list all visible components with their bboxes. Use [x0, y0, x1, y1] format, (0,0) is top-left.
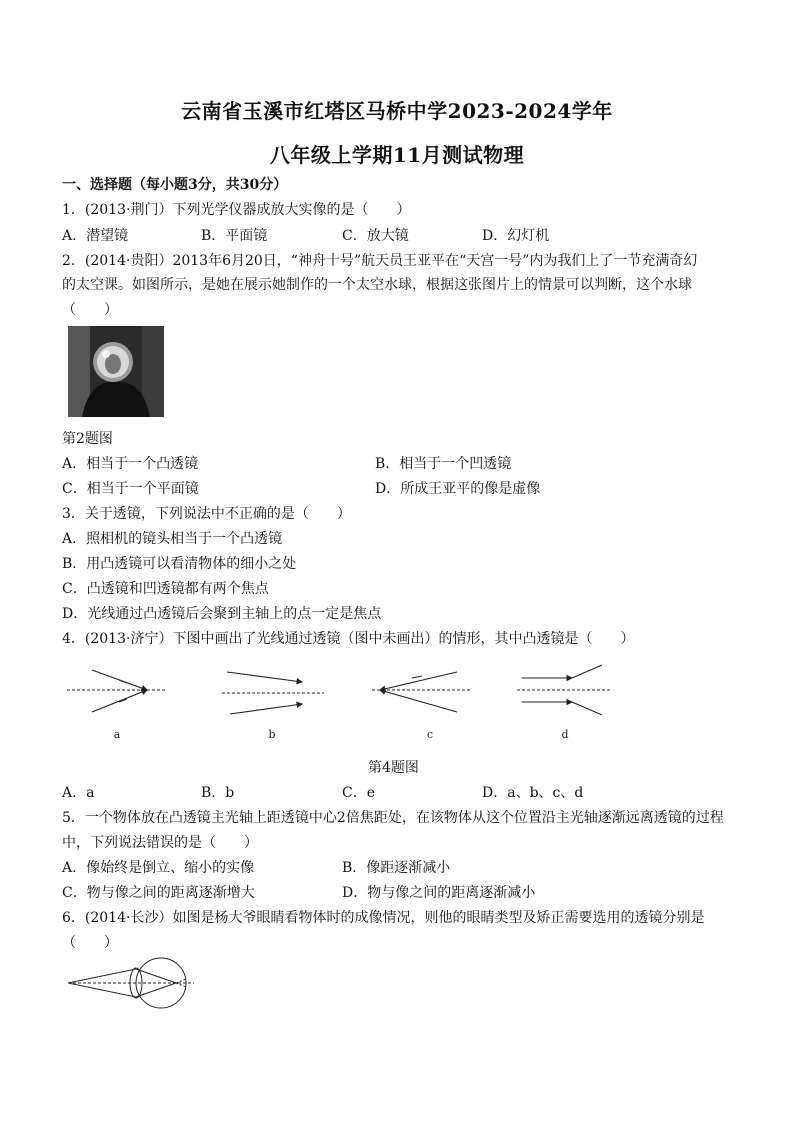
section-heading: 一、选择题（每小题3分，共30分）	[62, 177, 288, 193]
figure-label-b: b	[268, 728, 276, 741]
water-ball-photo	[68, 326, 164, 417]
question-5-stem-line1: 5．一个物体放在凸透镜主光轴上距透镜中心2倍焦距处，在该物体从这个位置沿主光轴逐渐远离透镜的过程	[62, 810, 724, 826]
q2-figure-caption: 第2题图	[62, 431, 113, 447]
q2-option-d: D．所成王亚平的像是虚像	[375, 481, 541, 497]
q5-option-c: C．物与像之间的距离逐渐增大	[62, 885, 255, 901]
figure-label-d: d	[561, 728, 569, 741]
q1-option-d: D．幻灯机	[482, 228, 550, 244]
question-2-stem-line3: （ ）	[62, 302, 118, 318]
question-2-stem-line1: 2．(2014·贵阳）2013年6月20日，“神舟十号”航天员王亚平在“天宫一号”内为我们上了一节充满奇幻	[62, 253, 698, 269]
q3-option-d: D．光线通过凸透镜后会聚到主轴上的点一定是焦点	[62, 606, 382, 622]
figure-label-c: c	[426, 728, 434, 741]
figure-label-a: a	[113, 728, 121, 741]
page-title-line2: 八年级上学期11月测试物理	[269, 143, 525, 167]
q3-option-c: C．凸透镜和凹透镜都有两个焦点	[62, 581, 269, 597]
question-2-stem-line2: 的太空课。如图所示，是她在展示她制作的一个太空水球，根据这张图片上的情景可以判断，这个水球	[62, 277, 692, 293]
question-1-stem: 1．(2013·荆门）下列光学仪器成放大实像的是（ ）	[62, 202, 411, 218]
q1-option-a: A．潜望镜	[62, 228, 129, 244]
eye-ray-diagram	[66, 956, 196, 1012]
q3-option-b: B．用凸透镜可以看清物体的细小之处	[62, 556, 297, 572]
q4-option-d: D．a、b、c、d	[482, 785, 584, 801]
page-title-line1: 云南省玉溪市红塔区马桥中学2023-2024学年	[181, 99, 613, 123]
q5-option-d: D．物与像之间的距离逐渐减小	[342, 885, 536, 901]
q4-option-a: A．a	[62, 785, 95, 801]
q5-option-b: B．像距逐渐减小	[342, 860, 451, 876]
q4-option-b: B．b	[201, 785, 235, 801]
q2-option-a: A．相当于一个凸透镜	[62, 456, 199, 472]
lens-ray-diagrams	[62, 660, 622, 742]
q4-option-c: C．e	[342, 785, 375, 801]
q5-option-a: A．像始终是倒立、缩小的实像	[62, 860, 255, 876]
q2-option-b: B．相当于一个凹透镜	[375, 456, 512, 472]
question-5-stem-line2: 中，下列说法错误的是（ ）	[62, 835, 258, 851]
q2-option-c: C．相当于一个平面镜	[62, 481, 199, 497]
q1-option-c: C．放大镜	[342, 228, 409, 244]
q3-option-a: A．照相机的镜头相当于一个凸透镜	[62, 531, 283, 547]
q1-option-b: B．平面镜	[201, 228, 268, 244]
question-4-stem: 4．(2013·济宁）下图中画出了光线通过透镜（图中未画出）的情形，其中凸透镜是（ ）	[62, 631, 635, 647]
q4-figure-caption: 第4题图	[368, 760, 419, 776]
question-6-stem-line2: （ ）	[62, 935, 118, 951]
question-6-stem-line1: 6．(2014·长沙）如图是杨大爷眼睛看物体时的成像情况，则他的眼睛类型及矫正需要选用的透镜分别是	[62, 910, 705, 926]
question-3-stem: 3．关于透镜，下列说法中不正确的是（ ）	[62, 506, 351, 522]
